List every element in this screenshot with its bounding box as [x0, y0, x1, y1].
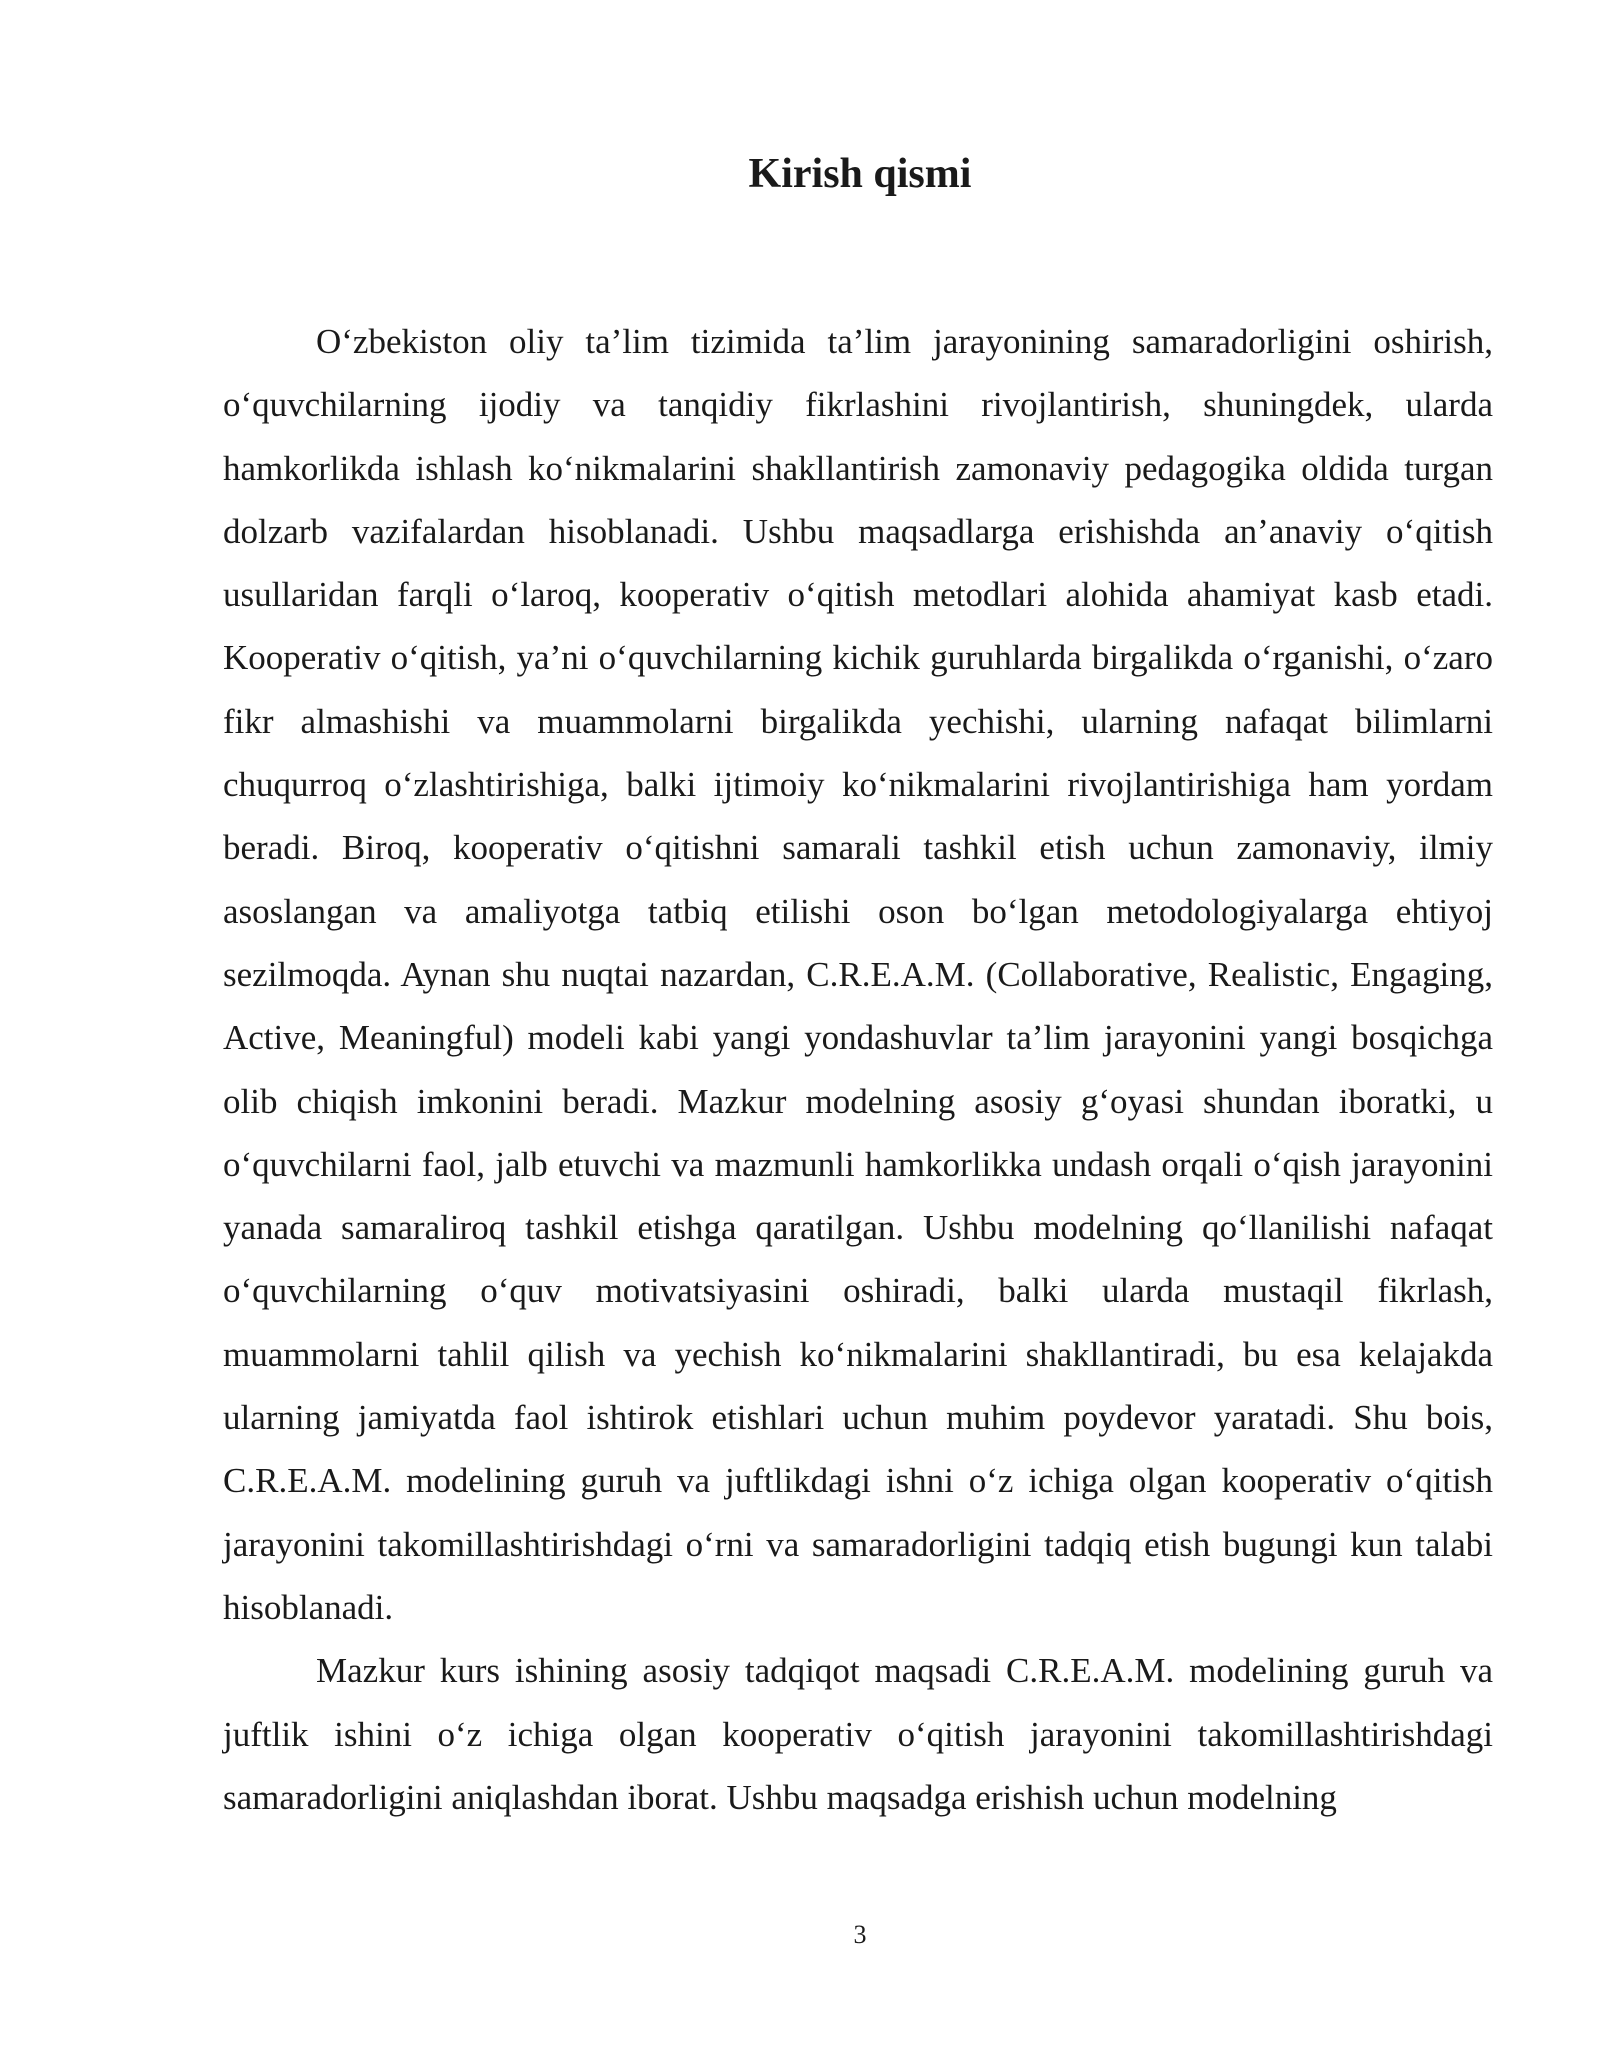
page-title: Kirish qismi: [748, 151, 972, 197]
body-text: [223, 310, 1493, 1829]
paragraph-2: Mazkur kurs ishining asosiy tadqiqot maqsadi C.R.E.A.M. modelining guruh va juftlik ishini o‘z ichiga olgan kooperativ o‘qitish jarayonini takomillashtirishdagi samaradorligini aniqlashdan iborat. Ushbu maqsadga erishish uchun modelning: [223, 1651, 1493, 1817]
paragraph-1: O‘zbekiston oliy ta’lim tizimida ta’lim jarayonining samaradorligini oshirish, o‘quvchilarning ijodiy va tanqidiy fikrlashini rivojlantirish, shuningdek, ularda hamkorlikda ishlash ko‘nikmalarini shakllantirish zamonaviy pedagogika oldida turgan dolzarb vazifalardan hisoblanadi. Ushbu maqsadlarga erishishda an’anaviy o‘qitish usullaridan farqli o‘laroq, kooperativ o‘qitish metodlari alohida ahamiyat kasb etadi. Kooperativ o‘qitish, ya’ni o‘quvchilarning kichik guruhlarda birgalikda o‘rganishi, o‘zaro fikr almashishi va muammolarni birgalikda yechishi, ularning nafaqat bilimlarni chuqurroq o‘zlashtirishiga, balki ijtimoiy ko‘nikmalarini rivojlantirishiga ham yordam beradi. Biroq, kooperativ o‘qitishni samarali tashkil etish uchun zamonaviy, ilmiy asoslangan va amaliyotga tatbiq etilishi oson bo‘lgan metodologiyalarga ehtiyoj sezilmoqda. Aynan shu nuqtai nazardan, C.R.E.A.M. (Collaborative, Realistic, Engaging, Active, Meaningful) modeli kabi yangi yondashuvlar ta’lim jarayonini yangi bosqichga olib chiqish imkonini beradi. Mazkur modelning asosiy g‘oyasi shundan iboratki, u o‘quvchilarni faol, jalb etuvchi va mazmunli hamkorlikka undash orqali o‘qish jarayonini yanada samaraliroq tashkil etishga qaratilgan. Ushbu modelning qo‘llanilishi nafaqat o‘quvchilarning o‘quv motivatsiyasini oshiradi, balki ularda mustaqil fikrlash, muammolarni tahlil qilish va yechish ko‘nikmalarini shakllantiradi, bu esa kelajakda ularning jamiyatda faol ishtirok etishlari uchun muhim poydevor yaratadi. Shu bois, C.R.E.A.M. modelining guruh va juftlikdagi ishni o‘z ichiga olgan kooperativ o‘qitish jarayonini takomillashtirishdagi o‘rni va samaradorligini tadqiq etish bugungi kun talabi hisoblanadi.: [223, 322, 1493, 1627]
page-number: 3: [853, 1920, 867, 1949]
